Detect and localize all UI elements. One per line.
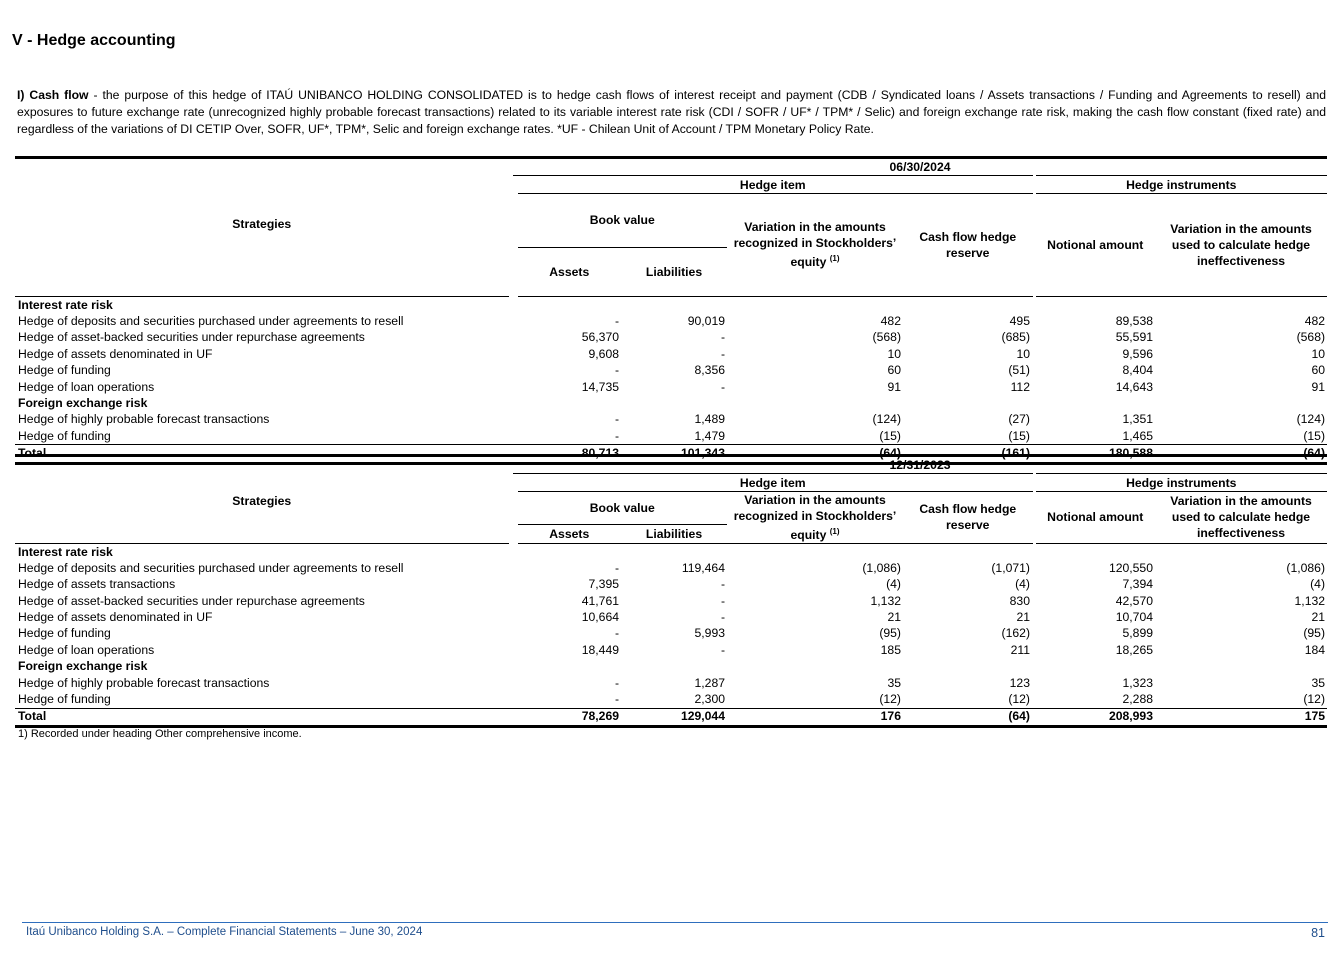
- table-row: [15, 412, 1327, 428]
- cell-ineff: (95): [1303, 626, 1326, 641]
- hedge-table-2024: [15, 156, 1327, 465]
- cell-reserve: 10: [1016, 346, 1030, 361]
- cell-variation: 91: [887, 379, 901, 394]
- cell-variation: 185: [880, 642, 901, 657]
- cell-reserve: (4): [1015, 577, 1030, 592]
- table-row: [15, 362, 1327, 378]
- period-date: 12/31/2023: [513, 456, 1327, 474]
- cell-reserve: (162): [1001, 626, 1030, 641]
- cell-liabilities: 8,356: [694, 363, 725, 378]
- table-row: [15, 330, 1327, 346]
- cell-assets: 78,269: [513, 708, 621, 726]
- cash-flow-reserve-header: Cash flow hedge reserve: [903, 491, 1034, 543]
- variation-ineffectiveness-header: Variation in the amounts used to calculate hedge ineffectiveness: [1155, 193, 1327, 296]
- cell-variation: (64): [727, 445, 903, 463]
- intro-paragraph: [17, 87, 1326, 138]
- row-label: Hedge of asset-backed securities under repurchase agreements: [18, 330, 365, 345]
- row-label: Hedge of highly probable forecast transactions: [18, 412, 270, 427]
- cell-liabilities: 2,300: [694, 692, 725, 707]
- cell-reserve: (1,071): [991, 560, 1030, 575]
- cell-liabilities: 1,287: [694, 675, 725, 690]
- row-label: Hedge of funding: [18, 428, 111, 443]
- row-label: Hedge of loan operations: [18, 379, 155, 394]
- cell-assets: -: [614, 313, 619, 328]
- cell-notional: 208,993: [1034, 708, 1155, 726]
- cell-ineff: 35: [1311, 675, 1326, 690]
- cell-assets: -: [614, 626, 619, 641]
- liabilities-header: Liabilities: [621, 247, 727, 296]
- cell-assets: -: [614, 692, 619, 707]
- table-row: [15, 379, 1327, 395]
- cell-liabilities: -: [720, 346, 725, 361]
- page-number: 81: [1311, 926, 1325, 940]
- cell-ineff: (568): [1296, 330, 1326, 345]
- section-label: Foreign exchange risk: [18, 395, 148, 410]
- footer-divider: [22, 922, 1328, 923]
- cell-ineff: 21: [1311, 610, 1326, 625]
- cell-notional: 5,899: [1122, 626, 1153, 641]
- cell-notional: 120,550: [1108, 560, 1153, 575]
- book-value-header: Book value: [513, 193, 727, 247]
- hedge-item-header: Hedge item: [513, 176, 1034, 193]
- row-label: Total: [15, 708, 513, 726]
- row-label: Hedge of funding: [18, 363, 111, 378]
- cell-ineff: 184: [1304, 642, 1326, 657]
- cell-assets: 41,761: [581, 593, 619, 608]
- table-row: [15, 428, 1327, 445]
- row-label: Hedge of asset-backed securities under repurchase agreements: [18, 593, 365, 608]
- row-label: Hedge of deposits and securities purchased under agreements to resell: [18, 560, 404, 575]
- cell-ineff: 175: [1155, 708, 1327, 726]
- cell-notional: 7,394: [1122, 577, 1153, 592]
- hedge-instruments-header: Hedge instruments: [1034, 176, 1327, 193]
- cell-ineff: 91: [1311, 379, 1326, 394]
- row-label: Hedge of assets denominated in UF: [18, 346, 213, 361]
- cell-ineff: (1,086): [1286, 560, 1326, 575]
- cash-flow-reserve-header: Cash flow hedge reserve: [903, 193, 1034, 296]
- row-label: Hedge of loan operations: [18, 642, 155, 657]
- table-row: [15, 560, 1327, 576]
- row-label: Hedge of deposits and securities purchased under agreements to resell: [18, 313, 404, 328]
- cell-notional: 42,570: [1115, 593, 1153, 608]
- notional-amount-header: Notional amount: [1034, 491, 1155, 543]
- cell-notional: 10,704: [1115, 610, 1153, 625]
- cell-reserve: 21: [1016, 610, 1030, 625]
- hedge-item-header: Hedge item: [513, 474, 1034, 491]
- cell-liabilities: 119,464: [681, 560, 725, 575]
- assets-header: Assets: [513, 247, 621, 296]
- cell-assets: -: [614, 560, 619, 575]
- intro-text: - the purpose of this hedge of ITAÚ UNIBANCO HOLDING CONSOLIDATED is to hedge cash flows of interest receipt and payment (CDB / Syndicated loans / Assets transactions / Funding and Agreements to resell) and exposures to future exchange rate (unrecognized highly probable forecast transactions) related to its variable interest rate risk (CDI / SOFR / UF* / TPM* / Selic) and foreign exchange rate risk, making the cash flow constant (fixed rate) and regardless of the variations of DI CETIP Over, SOFR, UF*, TPM*, Selic and foreign exchange rates. *UF - Chilean Unit of Account / TPM Monetary Policy Rate.: [17, 88, 1326, 136]
- cell-liabilities: 1,479: [694, 428, 725, 443]
- strategies-header: Strategies: [15, 474, 513, 543]
- cell-liabilities: -: [720, 593, 725, 608]
- cell-liabilities: -: [720, 610, 725, 625]
- cell-notional: 1,323: [1122, 675, 1153, 690]
- cell-reserve: 112: [1010, 379, 1030, 394]
- section-row: [15, 543, 1327, 560]
- intro-lead: I) Cash flow: [17, 88, 89, 102]
- cell-notional: 1,465: [1122, 428, 1153, 443]
- cell-ineff: (15): [1303, 428, 1326, 443]
- cell-assets: 10,664: [581, 610, 619, 625]
- cell-ineff: (64): [1155, 445, 1327, 463]
- table-row: [15, 313, 1327, 329]
- cell-notional: 2,288: [1122, 692, 1153, 707]
- cell-liabilities: -: [720, 379, 725, 394]
- cell-variation: 1,132: [870, 593, 901, 608]
- cell-ineff: (4): [1310, 577, 1326, 592]
- hedge-instruments-header: Hedge instruments: [1034, 474, 1327, 491]
- cell-variation: (15): [879, 428, 901, 443]
- cell-variation: (95): [879, 626, 901, 641]
- cell-assets: 7,395: [588, 577, 619, 592]
- cell-reserve: (15): [1008, 428, 1030, 443]
- table-row: [15, 626, 1327, 642]
- cell-reserve: 830: [1009, 593, 1030, 608]
- cell-assets: 14,735: [581, 379, 619, 394]
- cell-liabilities: 90,019: [687, 313, 725, 328]
- cell-liabilities: 129,044: [621, 708, 727, 726]
- cell-notional: 8,404: [1122, 363, 1153, 378]
- cell-variation: 21: [887, 610, 901, 625]
- liabilities-header: Liabilities: [621, 524, 727, 543]
- table-row: [15, 577, 1327, 593]
- variation-recognized-header: Variation in the amounts recognized in Stockholders’ equity $^{(1)}$: [727, 193, 903, 296]
- table-row: [15, 691, 1327, 708]
- strategies-header: Strategies: [15, 176, 513, 297]
- cell-variation: 35: [887, 675, 901, 690]
- footnote-ref: (1): [829, 526, 840, 536]
- cell-variation: (1,086): [862, 560, 901, 575]
- row-label: Hedge of assets denominated in UF: [18, 610, 213, 625]
- cell-notional: 89,538: [1115, 313, 1153, 328]
- cell-reserve: (685): [1001, 330, 1030, 345]
- cell-assets: 9,608: [588, 346, 619, 361]
- cell-variation: (12): [879, 692, 901, 707]
- cell-reserve: (51): [1008, 363, 1030, 378]
- footer-text: Itaú Unibanco Holding S.A. – Complete Financial Statements – June 30, 2024: [26, 926, 423, 938]
- table-row: [15, 675, 1327, 691]
- cell-ineff: (124): [1296, 412, 1326, 427]
- cell-ineff: 482: [1304, 313, 1326, 328]
- cell-notional: 55,591: [1115, 330, 1153, 345]
- cell-liabilities: 5,993: [694, 626, 725, 641]
- cell-reserve: (161): [903, 445, 1034, 463]
- section-row: [15, 395, 1327, 411]
- cell-reserve: (27): [1008, 412, 1030, 427]
- cell-liabilities: 101,343: [621, 445, 727, 463]
- section-label: Interest rate risk: [18, 544, 113, 559]
- cell-reserve: 495: [1009, 313, 1030, 328]
- notional-amount-header: Notional amount: [1034, 193, 1155, 296]
- variation-recognized-header: Variation in the amounts recognized in Stockholders’ equity $^{(1)}$: [727, 491, 903, 543]
- cell-notional: 180,588: [1034, 445, 1155, 463]
- section-label: Interest rate risk: [18, 297, 113, 312]
- cell-variation: 10: [887, 346, 901, 361]
- footnote: 1) Recorded under heading Other comprehensive income.: [18, 728, 302, 740]
- cell-reserve: (64): [903, 708, 1034, 726]
- cell-liabilities: -: [720, 577, 725, 592]
- row-label: Hedge of assets transactions: [18, 577, 176, 592]
- table-row: [15, 642, 1327, 658]
- hedge-table-2023: [15, 454, 1327, 728]
- row-label: Hedge of funding: [18, 692, 111, 707]
- cell-assets: -: [614, 363, 619, 378]
- cell-variation: 60: [887, 363, 901, 378]
- assets-header: Assets: [513, 524, 621, 543]
- footnote-ref: (1): [829, 254, 840, 264]
- cell-ineff: 1,132: [1294, 593, 1326, 608]
- cell-liabilities: -: [720, 330, 725, 345]
- cell-reserve: (12): [1008, 692, 1030, 707]
- cell-assets: 18,449: [581, 642, 619, 657]
- cell-assets: -: [614, 675, 619, 690]
- cell-assets: 80,713: [513, 445, 621, 463]
- cell-variation: 482: [880, 313, 901, 328]
- cell-variation: (568): [872, 330, 901, 345]
- cell-assets: -: [614, 412, 619, 427]
- total-row: [15, 708, 1327, 726]
- cell-variation: 176: [727, 708, 903, 726]
- cell-notional: 9,596: [1122, 346, 1153, 361]
- cell-variation: (4): [886, 577, 901, 592]
- cell-assets: 56,370: [581, 330, 619, 345]
- variation-ineffectiveness-header: Variation in the amounts used to calculate hedge ineffectiveness: [1155, 491, 1327, 543]
- book-value-header: Book value: [513, 491, 727, 524]
- row-label: Total: [15, 445, 513, 463]
- cell-notional: 1,351: [1122, 412, 1153, 427]
- cell-liabilities: -: [720, 642, 725, 657]
- section-row: [15, 296, 1327, 313]
- section-label: Foreign exchange risk: [18, 659, 148, 674]
- row-label: Hedge of funding: [18, 626, 111, 641]
- cell-reserve: 123: [1009, 675, 1030, 690]
- table-row: [15, 593, 1327, 609]
- cell-variation: (124): [872, 412, 901, 427]
- cell-notional: 18,265: [1115, 642, 1153, 657]
- cell-assets: -: [614, 428, 619, 443]
- cell-ineff: (12): [1303, 692, 1326, 707]
- cell-ineff: 10: [1311, 346, 1326, 361]
- cell-liabilities: 1,489: [694, 412, 725, 427]
- section-title: V - Hedge accounting: [12, 32, 176, 49]
- row-label: Hedge of highly probable forecast transactions: [18, 675, 270, 690]
- section-row: [15, 659, 1327, 675]
- cell-reserve: 211: [1010, 642, 1030, 657]
- table-row: [15, 346, 1327, 362]
- cell-notional: 14,643: [1115, 379, 1153, 394]
- cell-ineff: 60: [1311, 363, 1326, 378]
- period-date: 06/30/2024: [513, 158, 1327, 176]
- table-row: [15, 609, 1327, 625]
